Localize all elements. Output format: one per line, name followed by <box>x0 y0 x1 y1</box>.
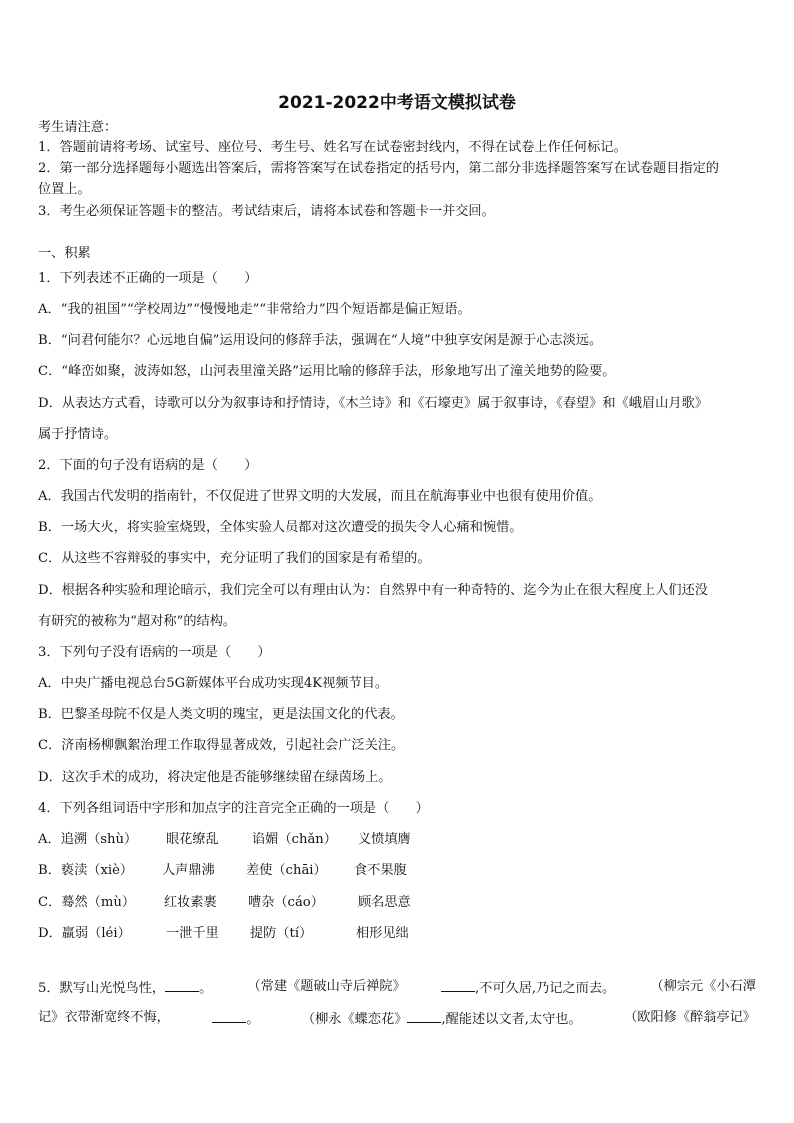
option-cell: B．亵渎（xiè） <box>38 863 134 878</box>
option-cell: 红妆素裹 <box>164 895 217 910</box>
option-b: B．“问君何能尔？心远地自偏”运用设问的修辞手法，强调在“人境”中独享安闲是源于心志淡远。 <box>38 333 603 348</box>
option-cell: 眼花缭乱 <box>166 832 219 847</box>
option-d-cont: 有研究的被称为“超对称”的结构。 <box>38 614 237 629</box>
option-row-a <box>38 832 411 848</box>
q5-line-1 <box>38 979 756 997</box>
option-c: C．从这些不容辩驳的事实中，充分证明了我们的国家是有希望的。 <box>38 551 431 566</box>
option-cell: C．蓦然（mù） <box>38 895 136 910</box>
question-stem: 3．下列句子没有语病的一项是（ ） <box>38 645 271 660</box>
option-d: D．这次手术的成功，将决定他是否能够继续留在绿茵场上。 <box>38 770 392 785</box>
option-cell: 嘈杂（cáo） <box>248 895 324 910</box>
q5-line-2 <box>38 1010 756 1028</box>
fill-blank[interactable] <box>212 1010 246 1023</box>
section-heading: 一、积累 <box>38 246 91 261</box>
q5-segment: （柳宗元《小石潭 <box>650 979 756 994</box>
q5-segment: 5．默写山光悦鸟性， 。 <box>38 981 213 996</box>
question-stem: 1．下列表述不正确的一项是（ ） <box>38 271 258 286</box>
option-a: A．我国古代发明的指南针，不仅促进了世界文明的大发展，而且在航海事业中也很有使用价值。 <box>38 489 602 504</box>
option-row-d <box>38 926 409 942</box>
notice-item: 1．答题前请将考场、试室号、座位号、考生号、姓名写在试卷密封线内，不得在试卷上作任何标记。 <box>38 140 627 155</box>
notice-heading: 考生请注意： <box>38 120 118 135</box>
q5-segment: 。 <box>212 1010 259 1028</box>
option-d: D．根据各种实验和理论暗示，我们完全可以有理由认为：自然界中有一种奇特的、迄今为止在很大程度上人们还没 <box>38 583 708 598</box>
option-c: C．济南杨柳飘絮治理工作取得显著成效，引起社会广泛关注。 <box>38 738 405 753</box>
option-b: B．一场大火，将实验室烧毁，全体实验人员都对这次遭受的损失令人心痛和惋惜。 <box>38 520 523 535</box>
option-cell: 顾名思意 <box>358 895 411 910</box>
option-b: B．巴黎圣母院不仅是人类文明的瑰宝，更是法国文化的代表。 <box>38 707 404 722</box>
option-cell: 谄媚（chǎn） <box>252 832 337 847</box>
option-c: C．“峰峦如聚，波涛如怒，山河表里潼关路”运用比喻的修辞手法，形象地写出了潼关地势的险要。 <box>38 364 616 379</box>
option-cell: 一泄千里 <box>166 926 219 941</box>
option-a: A．“我的祖国”“学校周边”“慢慢地走”“非常给力”四个短语都是偏正短语。 <box>38 302 471 317</box>
notice-item: 位置上。 <box>38 182 91 197</box>
q5-segment: 记》衣带渐宽终不悔， <box>38 1010 170 1025</box>
option-cell: 差使（chāi） <box>246 863 327 878</box>
option-a: A．中央广播电视总台5G新媒体平台成功实现4K视频节目。 <box>38 676 389 691</box>
q5-segment: （欧阳修《醉翁亭记》 <box>624 1010 756 1025</box>
option-d: D．从表达方式看，诗歌可以分为叙事诗和抒情诗，《木兰诗》和《石壕吏》属于叙事诗，《春望》和《峨眉山月歌》 <box>38 396 708 411</box>
question-stem: 2．下面的句子没有语病的是（ ） <box>38 458 258 473</box>
fill-blank[interactable] <box>407 1010 441 1023</box>
option-cell: 食不果腹 <box>354 863 407 878</box>
option-row-b <box>38 863 407 879</box>
notice-item: 3．考生必须保证答题卡的整洁。考试结束后，请将本试卷和答题卡一并交回。 <box>38 204 495 219</box>
option-d-cont: 属于抒情诗。 <box>38 427 118 442</box>
option-cell: A．追溯（shù） <box>38 832 138 847</box>
notice-item: 2．第一部分选择题每小题选出答案后，需将答案写在试卷指定的括号内，第二部分非选择题答案写在试卷题目指定的 <box>38 161 719 176</box>
fill-blank[interactable] <box>165 979 199 992</box>
page-title: 2021-2022中考语文模拟试卷 <box>278 93 516 113</box>
fill-blank[interactable] <box>441 979 475 992</box>
q5-segment: （常建《题破山寺后禅院》 <box>247 979 406 994</box>
q5-segment: ,不可久居,乃记之而去。 <box>441 979 615 997</box>
option-row-c <box>38 895 411 911</box>
question-stem: 4．下列各组词语中字形和加点字的注音完全正确的一项是（ ） <box>38 801 429 816</box>
option-cell: D．羸弱（léi） <box>38 926 131 941</box>
option-cell: 人声鼎沸 <box>162 863 215 878</box>
option-cell: 相形见绌 <box>356 926 409 941</box>
option-cell: 义愤填膺 <box>358 832 411 847</box>
option-cell: 提防（tí） <box>250 926 313 941</box>
q5-segment: （柳永《蝶恋花》 ,醒能述以文者,太守也。 <box>301 1012 582 1027</box>
